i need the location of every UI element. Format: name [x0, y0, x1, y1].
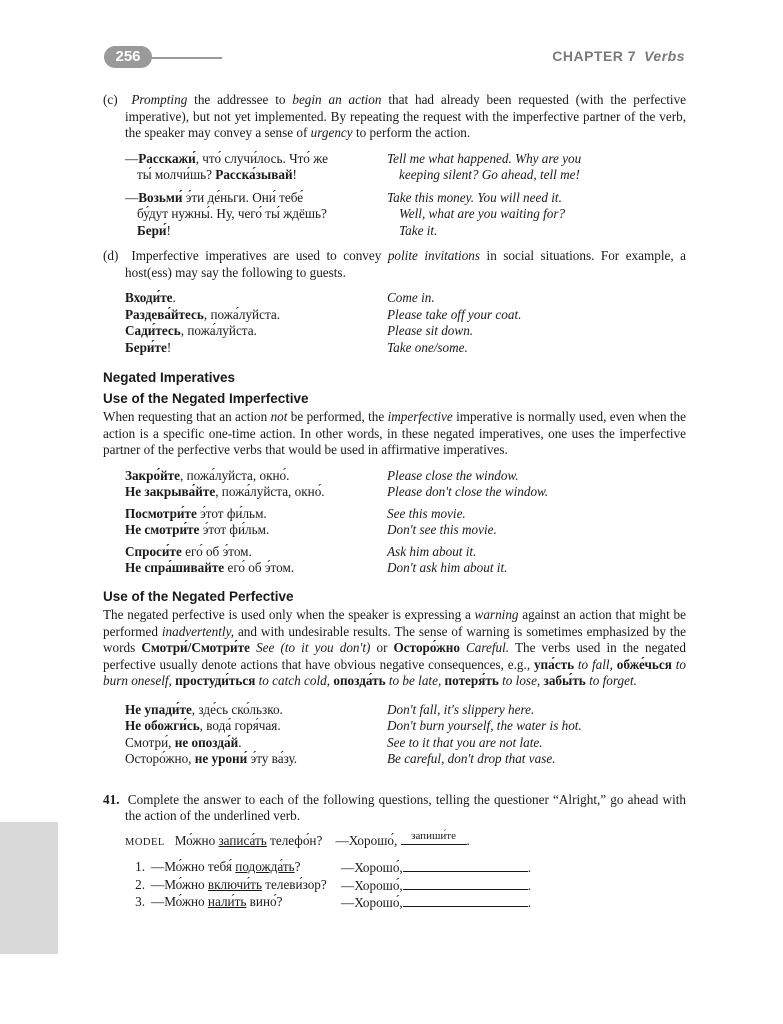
example-d-list	[103, 290, 686, 356]
exercise-items	[103, 859, 686, 912]
paragraph-perfective: The negated perfective is used only when the speaker is expressing a warning against an action that might be performed inadvertently, and with undesirable results. The sense of warning is sometimes emphasized by the words Смотри́/Смотри́те See (to it you don't) or Осторо́жно Careful. The verbs used in the negated perfective usually denote actions that have obvious negative consequences, e.g., упа́сть to fall, обже́чься to burn oneself, простуди́ться to catch cold, опозда́ть to be late, потеря́ть to lose, забы́ть to forget.	[103, 607, 686, 688]
list-item: Входи́те. Come in.	[125, 290, 435, 305]
answer-blank[interactable]	[403, 859, 528, 872]
list-item: Бери́те! Take one/some.	[125, 339, 468, 355]
running-head	[552, 48, 685, 64]
list-item: Раздева́йтесь, пожа́луйста. Please take off your coat.	[125, 306, 522, 322]
side-tab	[0, 822, 58, 954]
section-heading: Negated Imperatives	[103, 370, 236, 385]
example-c-2: —Возьми́ э́ти де́ньги. Они́ тебе́ бу́дут нужны́. Ну, чего́ ты́ ждёшь? Бери́! Take this money. You will need it. Well, what are you waiting for? Take it.	[125, 189, 566, 238]
list-item: Спроси́те его́ об э́том. Ask him about it.	[125, 543, 477, 559]
list-item: Закро́йте, пожа́луйста, окно́. Please close the window.	[125, 467, 519, 483]
list-item: Не смотри́те э́тот фи́льм. Don't see this movie.	[125, 522, 497, 537]
list-item: Смотри́, не опозда́й. See to it that you are not late.	[125, 734, 543, 750]
list-item: 3. —Мо́жно нали́ть вино́? —Хорошо́, .	[135, 894, 532, 910]
paragraph-imperfective: When requesting that an action not be performed, the imperfective imperative is normally used, even when the action is a specific one-time action. In other words, in these negated imperatives, one uses the imperfective partner of the perfective verbs that would be used in affirmative imperatives.	[103, 409, 686, 457]
list-item: Не спра́шивайте его́ об э́том. Don't ask him about it.	[125, 560, 508, 575]
header-rule	[152, 57, 222, 59]
exercise-model: MODEL Мо́жно записа́ть телефо́н? —Хорошо́, запиши́те .	[125, 829, 470, 848]
list-item: Осторо́жно, не урони́ э́ту ва́зу. Be careful, don't drop that vase.	[125, 751, 556, 766]
chapter-title: Verbs	[644, 48, 685, 64]
page-header	[0, 44, 783, 72]
example-perfective-list	[103, 702, 686, 768]
list-item: Не упади́те, зде́сь ско́льзко. Don't fall, it's slippery here.	[125, 701, 535, 717]
exercise-instructions: 41. Complete the answer to each of the following questions, telling the questioner “Alright,” go ahead with the action of the underlined verb.	[103, 791, 686, 823]
page-number: 256	[104, 46, 152, 68]
example-imperfective-list	[103, 468, 686, 577]
model-answer: запиши́те	[401, 828, 467, 846]
answer-blank[interactable]	[403, 877, 528, 890]
section-c: (c) Prompting the addressee to begin an action that had already been requested (with the perfective imperative), but not yet implemented. By repeating the request with the imperfective partner of the verb, the speaker may convey a sense of urgency to perform the action.	[103, 92, 687, 140]
list-item: Не закрыва́йте, пожа́луйста, окно́. Please don't close the window.	[125, 484, 549, 499]
list-item: Не обожги́сь, вода́ горя́чая. Don't burn yourself, the water is hot.	[125, 718, 582, 733]
subsection-heading-imperfective: Use of the Negated Imperfective	[103, 390, 309, 406]
list-item: Посмотри́те э́тот фи́льм. See this movie.	[125, 505, 466, 521]
answer-blank[interactable]	[403, 894, 528, 907]
list-item: Сади́тесь, пожа́луйста. Please sit down.	[125, 323, 474, 338]
example-c-1: —Расскажи́, что́ случи́лось. Что́ же ты́ молчи́шь? Расска́зывай! Tell me what happened. Why are you keeping silent? Go ahead, tell me!	[125, 150, 582, 182]
list-item: 1. —Мо́жно тебя́ подожда́ть? —Хорошо́, .	[135, 859, 532, 875]
section-d: (d) Imperfective imperatives are used to convey polite invitations in social situations. For example, a host(ess) may say the following to guests.	[103, 248, 687, 280]
subsection-heading-perfective: Use of the Negated Perfective	[103, 588, 294, 604]
chapter-label: CHAPTER 7	[552, 48, 637, 64]
page-content	[103, 92, 686, 912]
list-item: 2. —Мо́жно включи́ть телеви́зор? —Хорошо́, .	[135, 876, 532, 893]
